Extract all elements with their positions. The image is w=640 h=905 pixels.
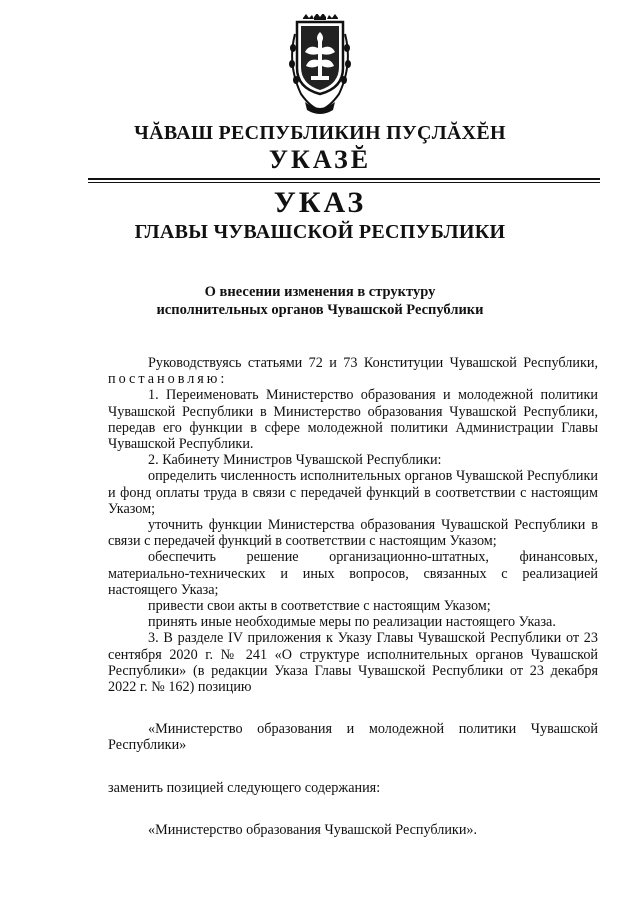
header-divider-thick <box>88 178 600 180</box>
paragraph-item-1: 1. Переименовать Министерство образования и молодежной политики Чувашской Республики в Министерство образования Чувашской Республики, передав его функции в сфере молодежной политики Администрации Главы Чувашской Республики. <box>108 387 598 453</box>
paragraph-old-position: «Министерство образования и молодежной политики Чувашской Республики» <box>108 721 598 754</box>
resolution-word: постановляю: <box>108 371 228 388</box>
paragraph-item-3: 3. В разделе IV приложения к Указу Главы Чувашской Республики от 23 сентября 2020 г. № 241 «О структуре исполнительных органов Чувашской Республики» (в редакции Указа Главы Чувашской Республики от 23 декабря 2022 г. № 162) позицию <box>108 630 598 696</box>
header-russian-line1: УКАЗ <box>273 186 367 219</box>
paragraph-item-2-d: привести свои акты в соответствие с настоящим Указом; <box>148 598 491 615</box>
header-divider-thin <box>88 182 600 183</box>
paragraph-item-2-b: уточнить функции Министерства образования Чувашской Республики в связи с передачей функций в соответствии с настоящим Указом; <box>108 517 598 550</box>
paragraph-item-2-e: принять иные необходимые меры по реализации настоящего Указа. <box>148 614 556 631</box>
header-chuvash-line1: ЧĂВАШ РЕСПУБЛИКИН ПУÇЛĂХĔН <box>134 122 506 144</box>
paragraph-item-2-a: определить численность исполнительных органов Чувашской Республики и фонд оплаты труда в связи с передачей функций в соответствии с настоящим Указом; <box>108 468 598 517</box>
paragraph-item-2: 2. Кабинету Министров Чувашской Республики: <box>148 452 442 469</box>
paragraph-preamble <box>108 355 598 387</box>
paragraph-item-2-c: обеспечить решение организационно-штатных, финансовых, материально-технических и иных вопросов, связанных с реализацией настоящего Указа; <box>108 549 598 598</box>
document-title-line1: О внесении изменения в структуру <box>204 284 436 300</box>
document-title-line2: исполнительных органов Чувашской Республики <box>156 302 484 318</box>
paragraph-new-position: «Министерство образования Чувашской Республики». <box>148 821 478 838</box>
preamble-text: Руководствуясь статьями 72 и 73 Конституции Чувашской Республики, <box>148 355 598 371</box>
header-russian-line2: ГЛАВЫ ЧУВАШСКОЙ РЕСПУБЛИКИ <box>134 221 506 243</box>
chuvash-coat-of-arms-icon <box>287 14 353 118</box>
paragraph-replace-with: заменить позицией следующего содержания: <box>108 779 381 796</box>
document-body <box>108 355 598 838</box>
header-chuvash-line2: УКАЗĔ <box>268 145 372 174</box>
